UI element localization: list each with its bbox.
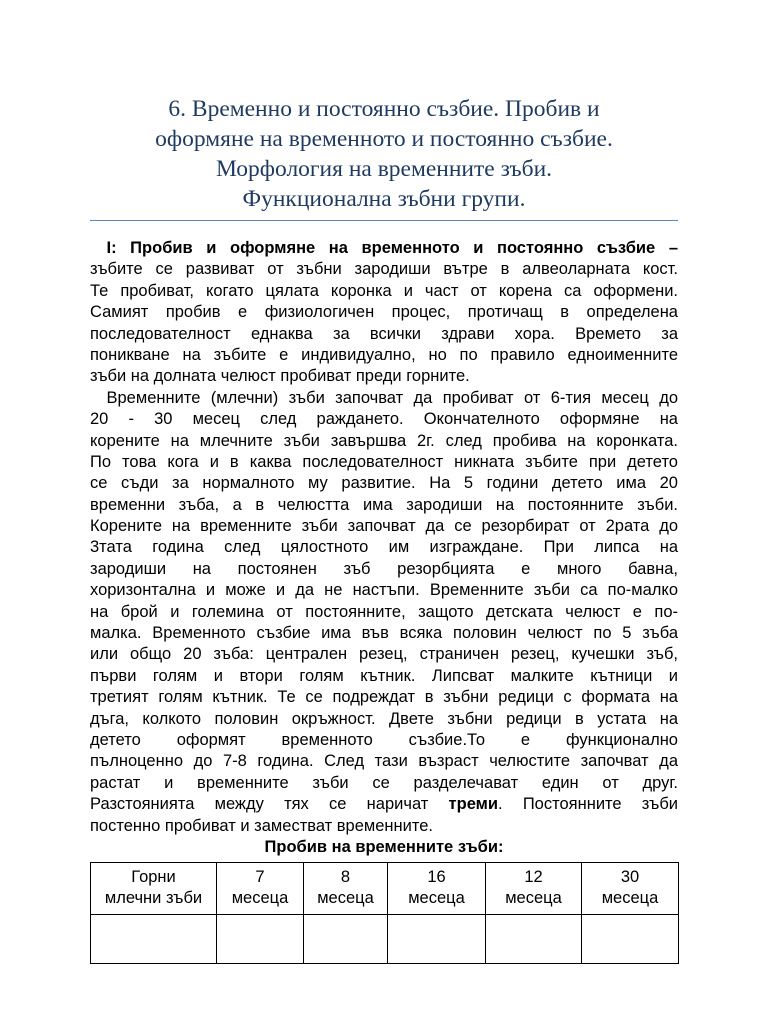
term-tremi: треми xyxy=(448,795,499,814)
cell-line: месеца xyxy=(601,889,659,907)
table-cell xyxy=(217,863,304,915)
table-header-row xyxy=(91,863,679,915)
cell-line: месеца xyxy=(231,889,289,907)
paragraph-2-line: Корените на временните зъби започват да се резорбират от 2рата до xyxy=(90,517,678,536)
document-title xyxy=(90,94,678,214)
paragraph-1-line: зъби на долната челюст пробиват преди горните. xyxy=(90,367,470,386)
table-cell xyxy=(217,915,304,964)
cell-line: млечни зъби xyxy=(104,889,203,907)
paragraph-1-line: зъбите се развиват от зъбни зародиши вътре в алвеоларната кост. xyxy=(90,260,678,279)
paragraph-2-line: постенно пробиват и заместват временните. xyxy=(90,816,434,835)
paragraph-2-line: корените на млечните зъби завършва 2г. след пробива на коронката. xyxy=(90,431,678,450)
table-cell xyxy=(486,863,582,915)
table-cell xyxy=(388,863,486,915)
paragraph-2-line: зародиши на постоянен зъб резорбцията е много бавна, xyxy=(90,559,678,578)
table-cell xyxy=(304,863,388,915)
paragraph-2-line: третият голям кътник. Те се подреждат в зъбни редици с формата на xyxy=(90,688,678,707)
cell-line: Горни xyxy=(131,868,176,886)
paragraph-2-line: първи голям и втори голям кътник. Липсват малките кътници и xyxy=(90,666,678,685)
cell-line: месеца xyxy=(317,889,374,907)
paragraph-2-mixed-line xyxy=(90,794,678,815)
paragraph-1-line: Самият пробив е физиологичен процес, протичащ в определена xyxy=(90,303,678,322)
cell-line: 7 xyxy=(255,868,265,886)
cell-line: 16 xyxy=(427,868,446,886)
table-row xyxy=(91,915,679,964)
title-line-3: Морфология на временните зъби. xyxy=(215,156,553,182)
table-cell xyxy=(486,915,582,964)
paragraph-2-line: детето оформят временното съзбие.То е функционално xyxy=(90,730,678,749)
table-cell xyxy=(582,915,679,964)
paragraph-2-line: дъга, колкото половин окръжност. Двете зъбни редици в устата на xyxy=(90,709,678,728)
paragraph-2-line: растат и временните зъби се разделечават един от друг. xyxy=(90,773,678,792)
section-heading: I: Пробив и оформяне на временното и постоянно съзбие – xyxy=(106,239,678,257)
paragraph-1-line: последователност еднаква за всички здрави хора. Времето за xyxy=(90,324,678,343)
paragraph-2-line: 20 - 30 месец след раждането. Окончателното оформяне на xyxy=(90,410,678,429)
paragraph-1-heading-line xyxy=(90,238,678,259)
table-caption: Пробив на временните зъби: xyxy=(264,837,504,856)
paragraph-2-text: Временните (млечни) зъби започват да пробиват от 6-тия месец до xyxy=(106,388,678,407)
table-cell xyxy=(582,863,679,915)
cell-line: месеца xyxy=(408,889,465,907)
paragraph-1-line: Те пробиват, когато цялата коронка и част от корена са оформени. xyxy=(90,281,678,300)
table-cell xyxy=(304,915,388,964)
cell-line: 30 xyxy=(620,868,640,886)
paragraph-2-line: или общо 20 зъба: централен резец, страничен резец, кучешки зъб, xyxy=(90,645,678,664)
title-line-4: Функционална зъбни групи. xyxy=(242,186,526,212)
table-cell xyxy=(91,915,217,964)
paragraph-2-line: малка. Временното съзбие има във всяка половин челюст по 5 зъба xyxy=(90,624,678,643)
paragraph-2-line: пълноценно до 7-8 година. След тази възраст челюстите започват да xyxy=(90,752,678,771)
title-line-1: 6. Временно и постоянно съзбие. Пробив и xyxy=(168,96,600,122)
paragraph-2-line: хоризонтална и може и да не настъпи. Временните зъби са по-малко xyxy=(90,581,678,600)
title-line-2: оформяне на временното и постоянно съзбие. xyxy=(155,126,613,152)
paragraph-2-line: 3тата година след цялостното им изграждане. При липса на xyxy=(90,538,678,557)
table-cell xyxy=(388,915,486,964)
text-before-term: Разстоянията между тях се наричат xyxy=(90,795,449,814)
table-cell xyxy=(91,863,217,915)
eruption-table xyxy=(90,862,679,964)
cell-line: 8 xyxy=(340,868,351,886)
paragraph-2-line: на брой и големина от постоянните, защото детската челюст е по- xyxy=(90,602,678,621)
eruption-table-wrapper xyxy=(90,862,678,964)
text-after-term: . Постоянните зъби xyxy=(498,795,678,814)
body-text xyxy=(90,238,678,858)
cell-line: 12 xyxy=(524,868,543,886)
paragraph-2-line: По това кога и в каква последователност никната зъбите при детето xyxy=(90,452,678,471)
paragraph-1-line: поникване на зъбите е индивидуално, но по правило едноименните xyxy=(90,345,678,364)
cell-line: месеца xyxy=(505,889,562,907)
paragraph-2-first-line xyxy=(90,388,678,409)
title-divider xyxy=(90,220,678,221)
paragraph-2-line: временни зъба, а в челюстта има зародиши на постоянните зъби. xyxy=(90,495,678,514)
paragraph-2-line: се съди за нормалното му развитие. На 5 години детето има 20 xyxy=(90,474,678,493)
